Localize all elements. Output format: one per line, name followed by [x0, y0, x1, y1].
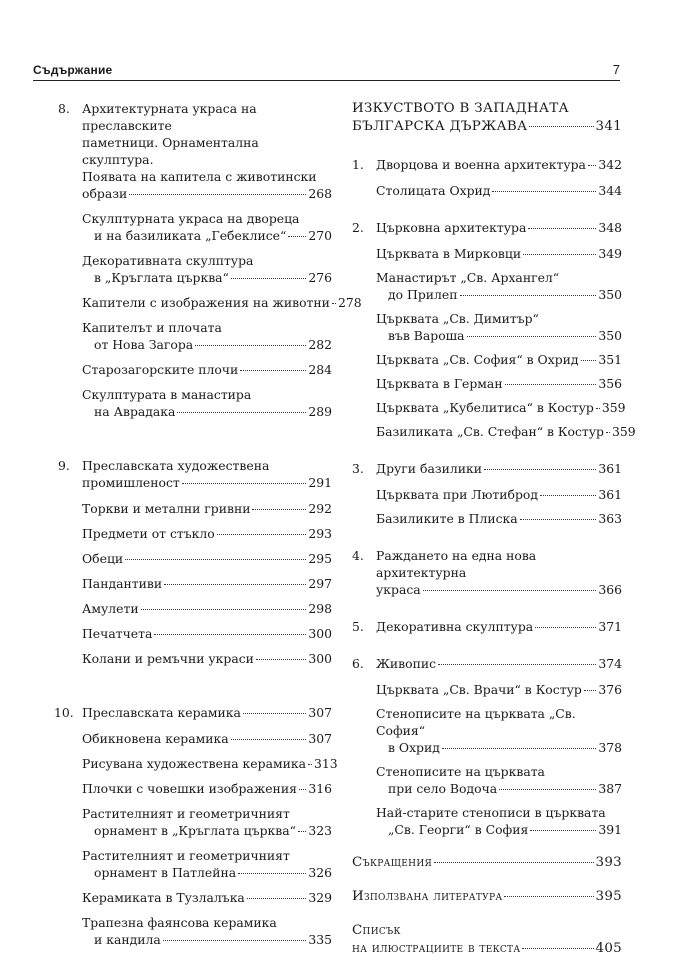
dot-leader [125, 559, 306, 560]
subentry-title: Църквата „Св. Врачи“ в Костур [376, 682, 582, 697]
subentry-title: Църквата „Кубелитиса“ в Костур [376, 400, 594, 415]
dot-leader [182, 483, 307, 484]
page-ref: 307 [308, 731, 332, 746]
dot-leader [442, 748, 596, 749]
dot-leader [238, 873, 306, 874]
dot-leader [499, 789, 596, 790]
toc-section-5[interactable] [352, 618, 622, 635]
dot-leader [606, 432, 610, 433]
dot-leader [195, 345, 306, 346]
toc-abbreviations[interactable] [352, 854, 622, 872]
dot-leader [530, 830, 596, 831]
dot-leader [492, 191, 596, 192]
section-title-line: Други базилики [376, 461, 482, 476]
section-title-line: Преславската художествена [82, 458, 270, 473]
dot-leader [581, 360, 597, 361]
page-ref: 276 [308, 270, 332, 285]
page-ref: 351 [598, 352, 622, 367]
section-number: 10. [54, 705, 74, 720]
page-ref: 335 [308, 932, 332, 947]
dot-leader [231, 278, 306, 279]
page-ref: 284 [308, 362, 332, 377]
dot-leader [308, 764, 312, 765]
page-ref: 387 [598, 781, 622, 796]
page-ref: 359 [601, 400, 626, 415]
subentry-title: Обикновена керамика [82, 731, 229, 746]
toc-subentry[interactable] [58, 294, 362, 311]
page-ref: 291 [308, 475, 332, 490]
toc-right-column [352, 100, 636, 958]
toc-part-heading[interactable] [352, 100, 622, 136]
toc-section-4[interactable] [352, 547, 622, 598]
subentry-title: Църквата при Лютиброд [376, 487, 539, 502]
toc-subentry[interactable] [352, 486, 622, 503]
toc-subentry[interactable] [58, 730, 332, 747]
subentry-title: и на базиликата „Гебеклисе“ [94, 228, 287, 243]
subentry-title: Капители с изображения на животни [82, 295, 330, 310]
toc-subentry[interactable] [58, 500, 332, 517]
subentry-title: Амулети [82, 601, 139, 616]
dot-leader [484, 469, 596, 470]
page-ref: 391 [598, 822, 622, 837]
page-ref: 323 [308, 823, 332, 838]
toc-subentry[interactable] [58, 625, 332, 642]
toc-left-column [54, 100, 362, 948]
subentry-title: Торкви и метални гривни [82, 501, 251, 516]
part-title-line: БЪЛГАРСКА ДЪРЖАВА [352, 119, 528, 134]
page-ref: 292 [308, 501, 332, 516]
toc-subentry[interactable] [58, 525, 332, 542]
subentry-title: Най-старите стенописи в църквата [376, 805, 606, 820]
toc-subentry[interactable] [58, 650, 332, 667]
toc-subentry[interactable] [58, 755, 338, 772]
page-number: 7 [612, 62, 620, 77]
section-number: 6. [352, 656, 364, 671]
toc-subentry[interactable] [58, 386, 332, 420]
dot-leader [522, 948, 593, 949]
page-ref: 371 [598, 619, 622, 634]
subentry-title: Скулптурната украса на двореца [82, 211, 300, 226]
dot-leader [423, 590, 597, 591]
page-ref: 366 [598, 582, 622, 597]
page-ref: 374 [598, 656, 622, 671]
page-ref: 405 [595, 941, 622, 956]
subentry-title: Църквата в Мирковци [376, 246, 522, 261]
dot-leader [299, 789, 306, 790]
subentry-title: Базиликите в Плиска [376, 511, 518, 526]
subentry-title: в Охрид [388, 740, 440, 755]
dot-leader [247, 898, 307, 899]
page-ref: 270 [308, 228, 332, 243]
toc-subentry[interactable] [352, 269, 622, 303]
page-ref: 268 [308, 186, 332, 201]
toc-subentry[interactable] [352, 375, 622, 392]
dot-leader [164, 584, 306, 585]
toc-subentry[interactable] [352, 804, 622, 838]
subentry-title: от Нова Загора [94, 337, 194, 352]
toc-illustrations[interactable] [352, 922, 622, 958]
section-number: 9. [58, 458, 70, 473]
toc-subentry[interactable] [58, 575, 332, 592]
toc-subentry[interactable] [352, 510, 622, 527]
subentry-title: в „Кръглата църква“ [94, 270, 229, 285]
subentry-title: Декоративната скулптура [82, 253, 254, 268]
entry-title: на илюстрациите в текста [352, 941, 521, 956]
page-ref: 297 [308, 576, 332, 591]
entry-title: Използвана литература [352, 889, 503, 904]
dot-leader [177, 412, 306, 413]
subentry-title: Църквата „Св. София“ в Охрид [376, 352, 579, 367]
section-title-line: Църковна архитектура [376, 220, 527, 235]
dot-leader [298, 831, 306, 832]
dot-leader [240, 370, 306, 371]
page-ref: 395 [595, 889, 622, 904]
subentry-title: на Аврадака [94, 404, 176, 419]
dot-leader [535, 627, 596, 628]
page-ref: 350 [598, 287, 622, 302]
dot-leader [520, 519, 597, 520]
page-ref: 363 [598, 511, 622, 526]
toc-subentry[interactable] [58, 550, 332, 567]
page-header [33, 60, 620, 81]
toc-subentry[interactable] [58, 847, 332, 881]
page-ref: 341 [595, 119, 622, 134]
dot-leader [588, 165, 596, 166]
dot-leader [332, 303, 336, 304]
page-ref: 329 [308, 890, 332, 905]
toc-subentry[interactable] [58, 805, 332, 839]
dot-leader [243, 713, 306, 714]
subentry-title: Обеци [82, 551, 124, 566]
dot-leader [154, 634, 306, 635]
subentry-title: Базиликата „Св. Стефан“ в Костур [376, 424, 604, 439]
toc-subentry[interactable] [58, 600, 332, 617]
subentry-title: Растителният и геометричният [82, 848, 290, 863]
page-ref: 361 [598, 461, 622, 476]
toc-subentry[interactable] [352, 763, 622, 797]
section-title-line: образи [82, 186, 128, 201]
subentry-title: Стенописите на църквата [376, 764, 545, 779]
page-ref: 344 [598, 183, 622, 198]
subentry-title: Старозагорските плочи [82, 362, 239, 377]
subentry-title: Рисувана художествена керамика [82, 756, 306, 771]
section-title-line: Появата на капитела с животински [82, 169, 317, 184]
subentry-title: във Вароша [388, 328, 465, 343]
dot-leader [231, 739, 307, 740]
section-title-line: промишленост [82, 475, 180, 490]
entry-title: Съкращения [352, 855, 433, 870]
subentry-title: Манастирът „Св. Архангел“ [376, 270, 560, 285]
subentry-title: „Св. Георги“ в София [388, 822, 529, 837]
toc-section-1[interactable] [352, 156, 622, 173]
section-title-line: Дворцова и военна архитектура [376, 157, 586, 172]
page-ref: 313 [313, 756, 338, 771]
page-ref: 393 [595, 855, 622, 870]
dot-leader [256, 659, 306, 660]
page-ref: 349 [598, 246, 622, 261]
toc-section-10[interactable] [54, 704, 332, 721]
dot-leader [434, 862, 593, 863]
toc-subentry[interactable] [352, 705, 622, 756]
toc-subentry[interactable] [58, 780, 332, 797]
toc-bibliography[interactable] [352, 888, 622, 906]
subentry-title: орнамент в Патлейна [94, 865, 237, 880]
toc-section-9[interactable] [58, 457, 332, 491]
subentry-title: орнамент в „Кръглата църква“ [94, 823, 296, 838]
toc-subentry[interactable] [352, 351, 622, 368]
toc-subentry[interactable] [352, 310, 622, 344]
subentry-title: Църквата в Герман [376, 376, 503, 391]
subentry-title: Скулптурата в манастира [82, 387, 252, 402]
subentry-title: Растителният и геометричният [82, 806, 290, 821]
toc-subentry[interactable] [58, 889, 332, 906]
section-number: 3. [352, 461, 364, 476]
dot-leader [141, 609, 307, 610]
page-ref: 361 [598, 487, 622, 502]
subentry-title: Предмети от стъкло [82, 526, 215, 541]
toc-subentry[interactable] [58, 252, 332, 286]
subentry-title: Керамиката в Тузлалъка [82, 890, 245, 905]
section-title-line: украса [376, 582, 421, 597]
subentry-title: Колани и ремъчни украси [82, 651, 254, 666]
subentry-title: Плочки с човешки изображения [82, 781, 297, 796]
page-ref: 350 [598, 328, 622, 343]
section-title-line: Преславската керамика [82, 705, 241, 720]
section-number: 4. [352, 548, 364, 563]
page-ref: 298 [308, 601, 332, 616]
subentry-title: Печатчета [82, 626, 153, 641]
page-ref: 348 [598, 220, 622, 235]
page-ref: 326 [308, 865, 332, 880]
dot-leader [584, 690, 597, 691]
subentry-title: Църквата „Св. Димитър“ [376, 311, 539, 326]
toc-section-2[interactable] [352, 219, 622, 236]
page-ref: 356 [598, 376, 622, 391]
page-ref: 342 [598, 157, 622, 172]
page-ref: 359 [611, 424, 636, 439]
dot-leader [438, 664, 596, 665]
page-ref: 307 [308, 705, 332, 720]
part-title-line: ИЗКУСТВОТО В ЗАПАДНАТА [352, 101, 569, 116]
page-ref: 293 [308, 526, 332, 541]
subentry-title: и кандила [94, 932, 161, 947]
toc-subentry[interactable] [58, 914, 332, 948]
toc-subentry[interactable] [352, 399, 626, 416]
dot-leader [252, 509, 306, 510]
dot-leader [467, 336, 597, 337]
toc-section-3[interactable] [352, 460, 622, 477]
dot-leader [540, 495, 596, 496]
toc-section-8[interactable] [58, 100, 332, 202]
subentry-title: при село Водоча [388, 781, 498, 796]
dot-leader [129, 194, 306, 195]
toc-subentry[interactable] [352, 423, 636, 440]
subentry-title: Стенописите на църквата „Св. София“ [376, 706, 576, 738]
dot-leader [288, 236, 306, 237]
section-number: 2. [352, 220, 364, 235]
page-ref: 300 [308, 651, 332, 666]
subentry-title: Пандантиви [82, 576, 163, 591]
section-title-line: Живопис [376, 656, 437, 671]
entry-title: Списък [352, 923, 401, 938]
subentry-title: Капителът и плочата [82, 320, 222, 335]
page-ref: 278 [337, 295, 362, 310]
toc-section-6[interactable] [352, 655, 622, 672]
section-number: 5. [352, 619, 364, 634]
dot-leader [504, 896, 593, 897]
dot-leader [460, 295, 597, 296]
toc-subentry[interactable] [58, 210, 332, 244]
toc-subentry[interactable] [352, 245, 622, 262]
section-number: 8. [58, 101, 70, 116]
subentry-title: до Прилеп [388, 287, 458, 302]
page-ref: 289 [308, 404, 332, 419]
section-title-line: Декоративна скулптура [376, 619, 534, 634]
toc-subentry[interactable] [58, 361, 332, 378]
page-ref: 300 [308, 626, 332, 641]
page-ref: 376 [598, 682, 622, 697]
page-ref: 378 [598, 740, 622, 755]
toc-subentry[interactable] [352, 681, 622, 698]
toc-subentry[interactable] [58, 319, 332, 353]
page-ref: 282 [308, 337, 332, 352]
page-ref: 295 [308, 551, 332, 566]
running-title: Съдържание [33, 63, 113, 77]
subentry-title: Столицата Охрид [376, 183, 491, 198]
dot-leader [505, 384, 597, 385]
subentry-title: Трапезна фаянсова керамика [82, 915, 277, 930]
section-title-line: паметници. Орнаментална скулптура. [82, 135, 259, 167]
section-number: 1. [352, 157, 364, 172]
dot-leader [529, 126, 593, 127]
dot-leader [523, 254, 596, 255]
section-title-line: Раждането на една нова архитектурна [376, 548, 537, 580]
toc-subentry[interactable] [352, 182, 622, 199]
page-ref: 316 [308, 781, 332, 796]
dot-leader [163, 940, 307, 941]
dot-leader [217, 534, 307, 535]
section-title-line: Архитектурната украса на преславските [82, 101, 257, 133]
dot-leader [596, 408, 600, 409]
dot-leader [528, 228, 596, 229]
